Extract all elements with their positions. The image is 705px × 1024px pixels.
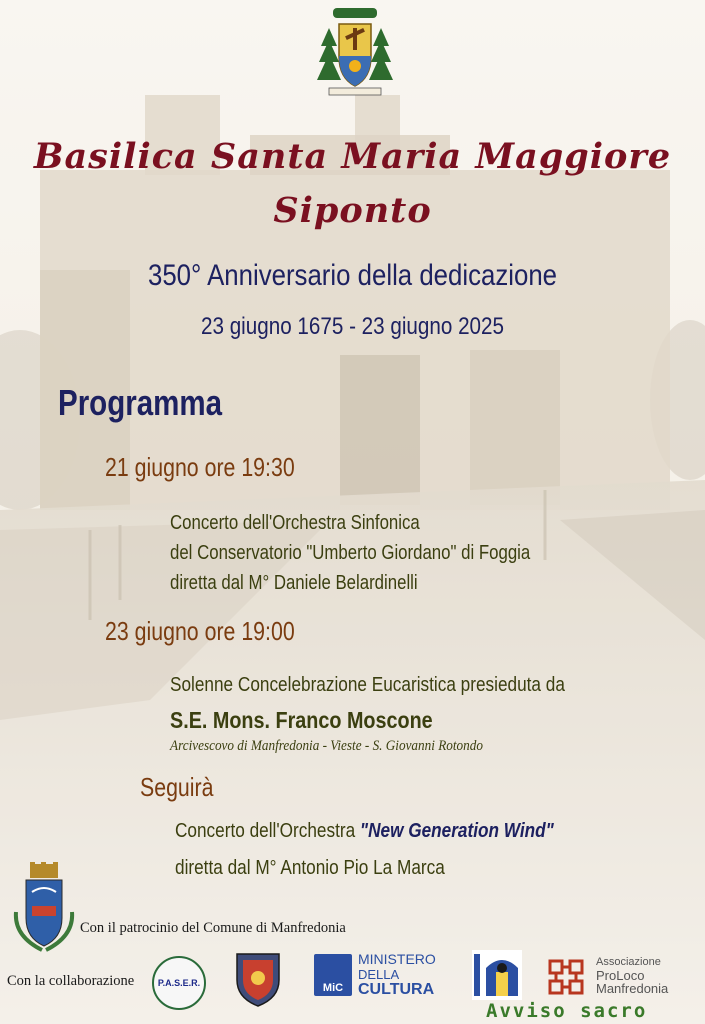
event-2-datetime: 23 giugno ore 19:00 (105, 616, 295, 646)
avviso-sacro-label: Avviso sacro (486, 1000, 648, 1022)
seguira-line-1 (175, 818, 554, 844)
patrocinio-text: Con il patrocinio del Comune di Manfredonia (80, 920, 346, 936)
seguira-line-2: diretta dal M° Antonio Pio La Marca (175, 857, 445, 879)
event-1-datetime: 21 giugno ore 19:30 (105, 452, 295, 482)
proloco-logo-icon (544, 955, 588, 999)
ministero-cultura-text (358, 952, 436, 997)
event-1-line-1: Concerto dell'Orchestra Sinfonica (170, 512, 420, 534)
orchestra-name: "New Generation Wind" (359, 820, 554, 842)
collaborazione-text: Con la collaborazione (7, 973, 135, 989)
event-2-celebrant-role: Arcivescovo di Manfredonia - Vieste - S. Giovanni Rotondo (170, 738, 483, 754)
paser-logo-text: P.A.S.E.R. (157, 978, 201, 988)
santuario-logo-icon (472, 950, 522, 1000)
ministero-line-1: MINISTERO (358, 951, 436, 967)
anniversary-dates: 23 giugno 1675 - 23 giugno 2025 (201, 313, 504, 340)
seguira-line-1-prefix: Concerto dell'Orchestra (175, 820, 360, 842)
ministero-line-2: DELLA (358, 967, 400, 982)
proloco-text (596, 956, 668, 995)
anniversary-heading: 350° Anniversario della dedicazione (147, 259, 558, 292)
programma-heading: Programma (58, 382, 223, 423)
event-2-celebrant-name: S.E. Mons. Franco Moscone (170, 707, 433, 733)
mic-label: MiC (322, 982, 344, 994)
police-badge-icon (233, 950, 283, 1008)
proloco-line-1: Associazione (596, 956, 661, 968)
event-2-line-1: Solenne Concelebrazione Eucaristica presieduta da (170, 674, 565, 696)
mic-logo (314, 954, 352, 996)
ministero-line-3: CULTURA (358, 981, 435, 998)
manfredonia-crest-icon (12, 862, 76, 954)
title-basilica: Basilica Santa Maria Maggiore (33, 136, 672, 177)
event-1-line-3: diretta dal M° Daniele Belardinelli (170, 572, 418, 594)
archbishop-coat-of-arms-icon (315, 6, 395, 98)
paser-logo (152, 956, 206, 1010)
proloco-line-2: ProLoco (596, 968, 645, 983)
title-siponto: Siponto (273, 190, 432, 231)
proloco-line-3: Manfredonia (596, 981, 669, 996)
seguira-heading: Seguirà (140, 772, 214, 802)
event-1-line-2: del Conservatorio "Umberto Giordano" di Foggia (170, 542, 531, 564)
